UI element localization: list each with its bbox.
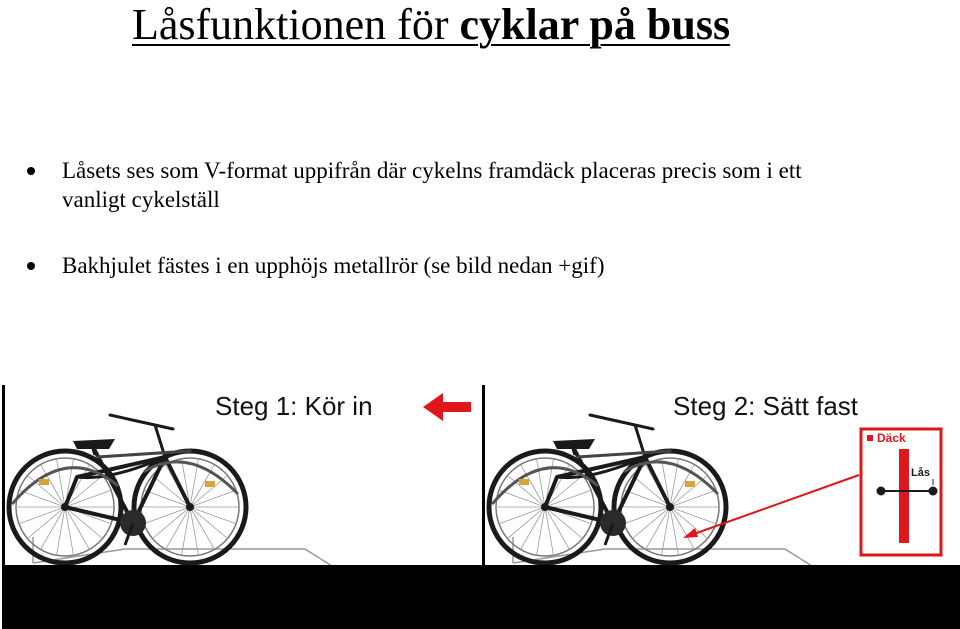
bullet-dot-2	[27, 262, 35, 270]
bicycle-icon	[9, 415, 246, 563]
title-regular: Låsfunktionen för	[132, 0, 460, 49]
bicycle-icon	[489, 415, 726, 563]
ground-bar	[485, 565, 960, 629]
arrow-left-icon	[423, 393, 471, 421]
reflector-icon	[39, 479, 215, 487]
ground-bar	[5, 565, 485, 629]
page-title	[132, 0, 730, 50]
bullet-2-line-1: Bakhjulet fästes i en upphöjs metallrör (se bild nedan +gif)	[62, 253, 605, 278]
bullet-1-line-1: Låsets ses som V-format uppifrån där cykelns framdäck placeras precis som i ett	[62, 158, 802, 183]
step-2-panel	[482, 385, 960, 629]
title-bold: cyklar på buss	[459, 0, 731, 49]
lock-legend-label: Lås	[911, 467, 930, 479]
tire-legend-label: Däck	[877, 431, 906, 445]
lock-diagram-icon	[861, 429, 941, 555]
reflector-icon	[519, 479, 695, 487]
bullet-dot-1	[27, 167, 35, 175]
step-1-panel	[2, 385, 485, 629]
step-1-label: Steg 1: Kör in	[215, 391, 373, 421]
step-2-label: Steg 2: Sätt fast	[673, 391, 858, 421]
bullet-1-line-2: vanligt cykelställ	[62, 187, 220, 212]
